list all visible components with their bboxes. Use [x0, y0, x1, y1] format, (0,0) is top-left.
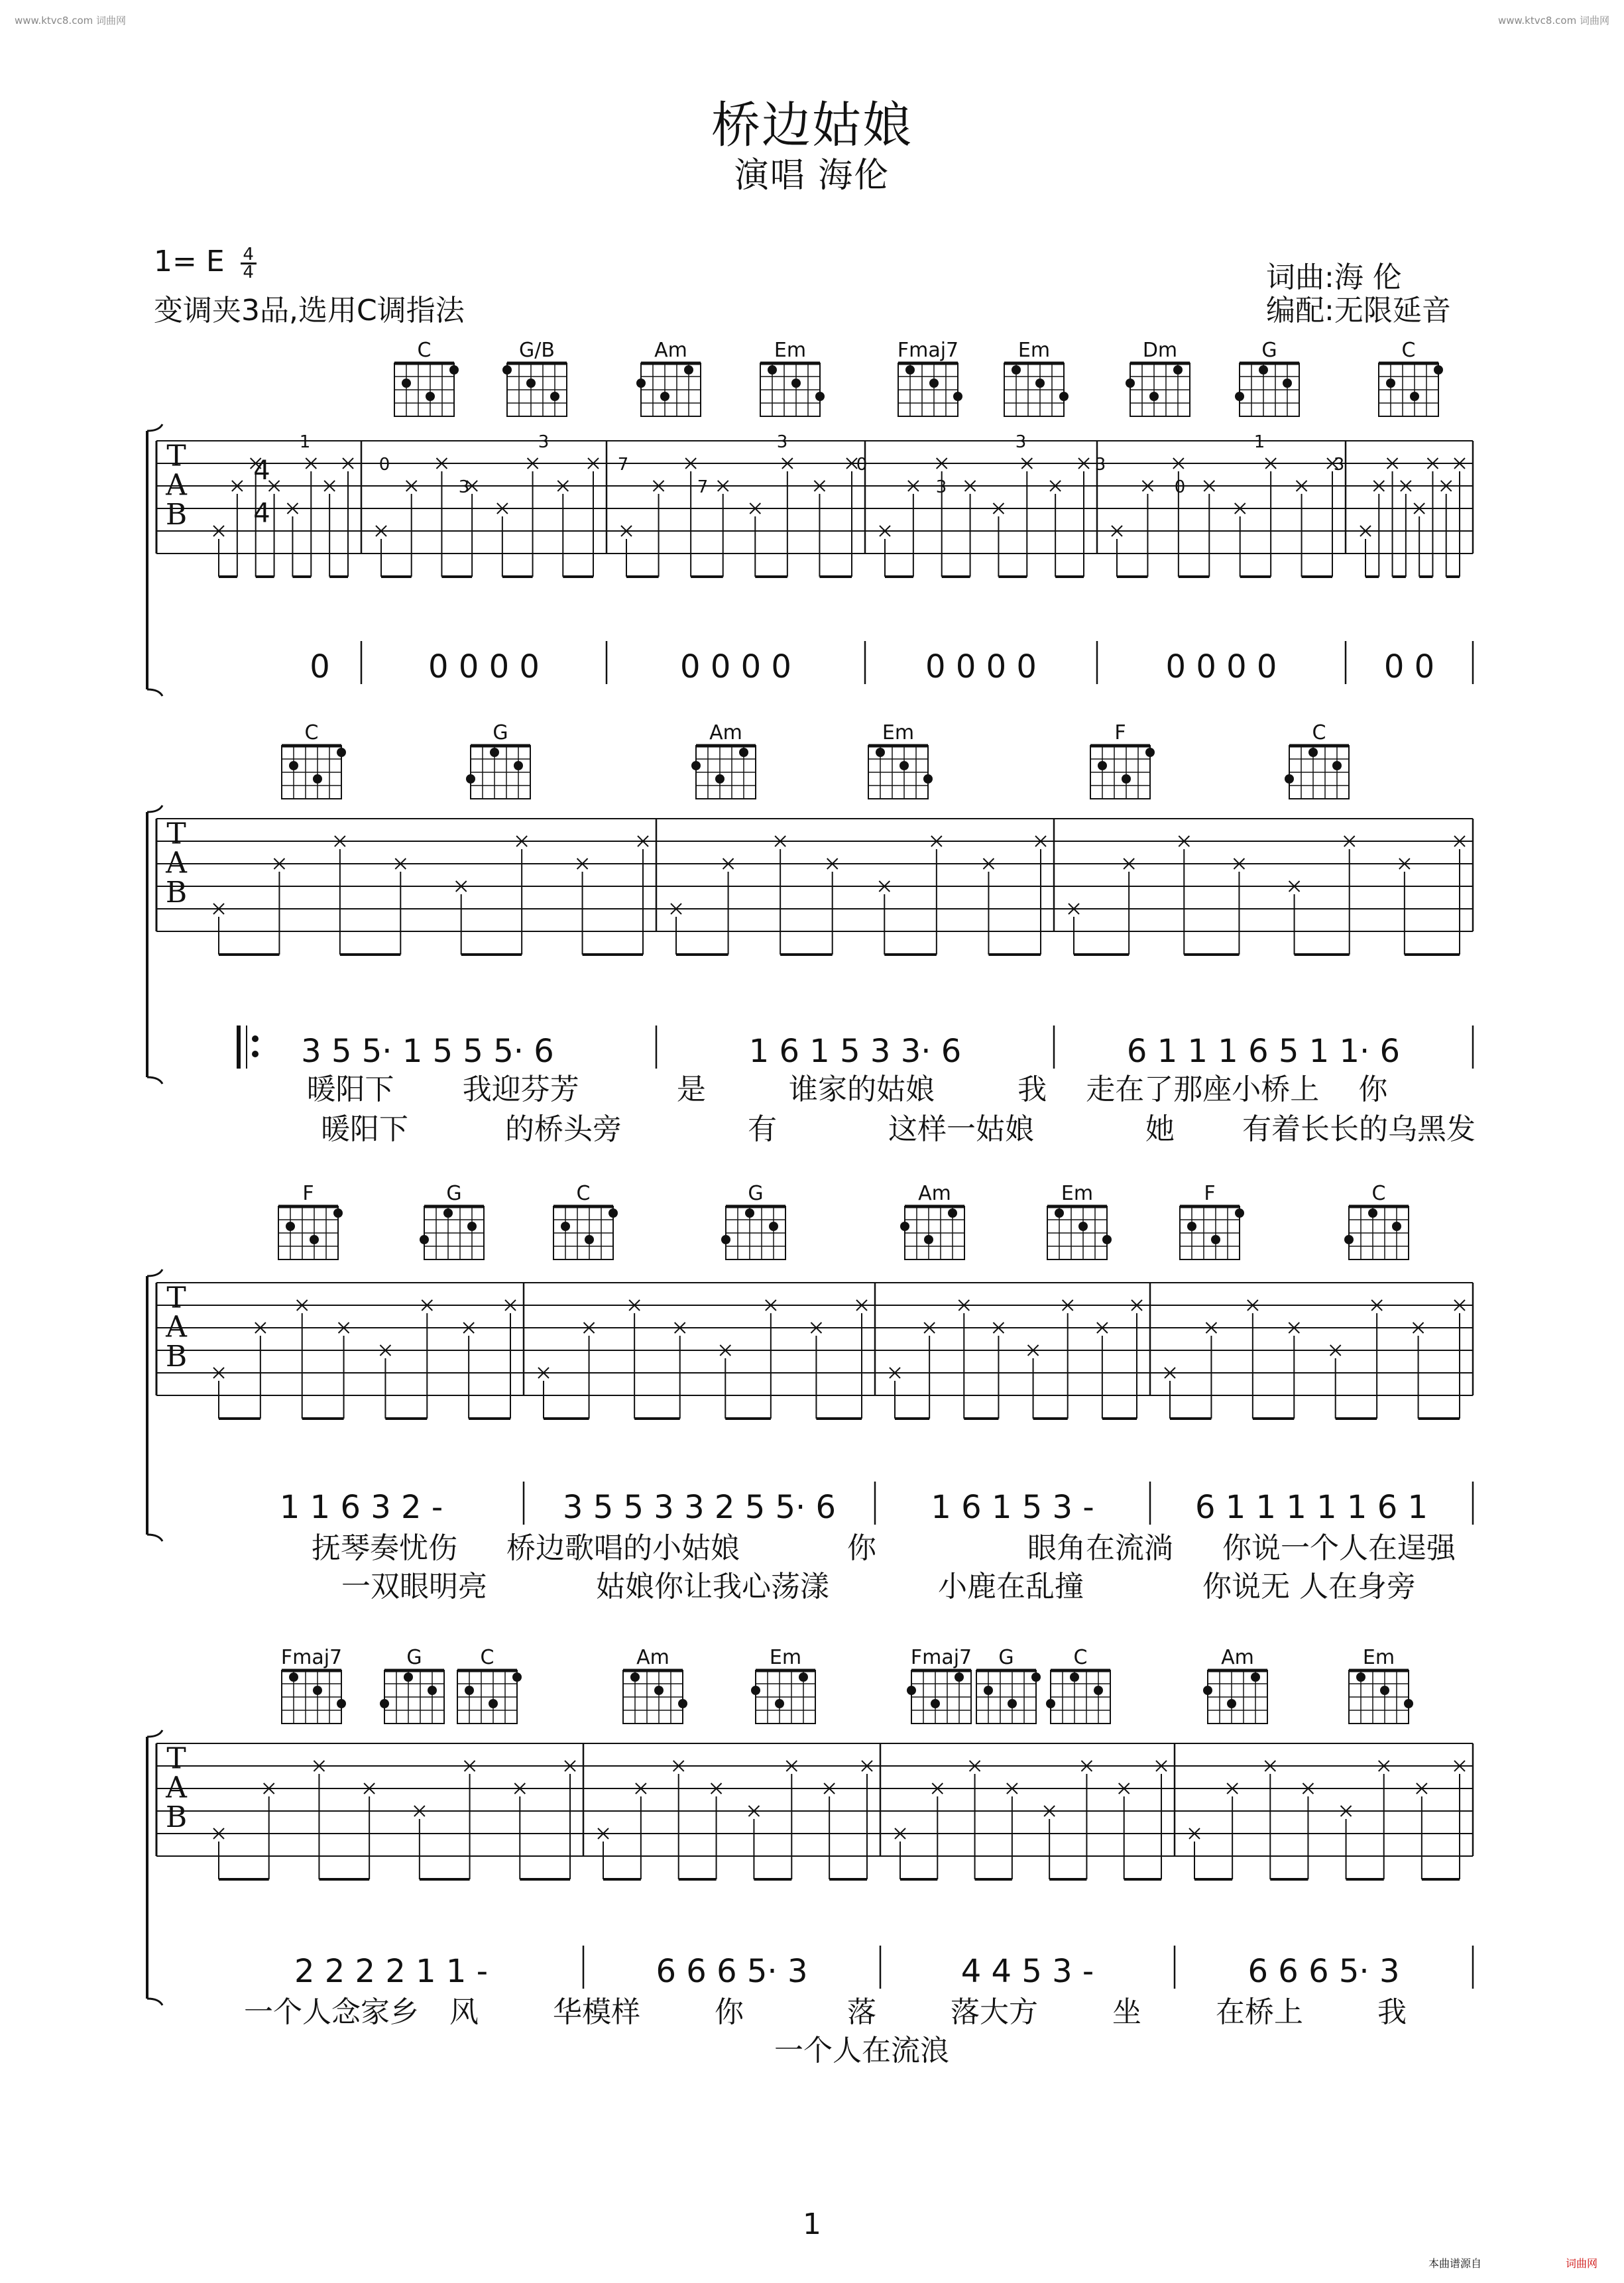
tab-fret-number: 3 — [776, 432, 788, 452]
numbered-notation-measure: 6 1 1 1 1 1 6 1 — [1194, 1489, 1428, 1526]
tab-staff — [156, 1741, 1473, 1856]
chord-diagram — [1235, 339, 1299, 416]
chord-dot — [1308, 748, 1318, 757]
chord-dot — [1227, 1699, 1236, 1708]
lyric-word: 谁家的姑娘 — [789, 1073, 935, 1106]
repeat-dot — [252, 1035, 259, 1042]
chord-dot — [467, 1222, 477, 1231]
chord-dot — [443, 1208, 453, 1218]
lyric-word: 暖阳下 — [321, 1112, 408, 1146]
chord-dot — [1356, 1672, 1365, 1682]
tab-letter-a: A — [166, 1771, 187, 1805]
chord-diagram — [623, 1646, 687, 1724]
system-bracket-bottom — [147, 1077, 162, 1084]
chord-dot — [1035, 379, 1045, 388]
chord-diagram — [721, 1182, 785, 1259]
tab-fret-number: 3 — [538, 432, 550, 452]
chord-dot — [1434, 365, 1443, 375]
chord-name: C — [417, 339, 432, 362]
chord-dot — [636, 379, 646, 388]
numbered-notation-measure: 2 2 2 2 1 1 - — [294, 1953, 489, 1990]
chord-dot — [1344, 1235, 1354, 1244]
chord-dot — [799, 1672, 808, 1682]
lyric-word: 我迎芬芳 — [462, 1073, 579, 1106]
lyric-word: 她 — [1145, 1112, 1175, 1146]
chord-dot — [526, 379, 536, 388]
tab-letter-t: T — [166, 1281, 186, 1315]
chord-dot — [955, 1672, 964, 1682]
chord-diagram — [457, 1646, 522, 1724]
chord-dot — [1102, 1235, 1112, 1244]
numbered-notation-measure: 0 0 — [1383, 648, 1435, 685]
chord-dot — [876, 748, 885, 757]
lyric-word: 落 — [847, 1995, 876, 2029]
chord-diagram — [1344, 1182, 1409, 1259]
chord-dot — [1332, 761, 1342, 770]
chord-dot — [1386, 379, 1395, 388]
chord-dot — [1211, 1235, 1220, 1244]
chord-dot — [924, 1235, 933, 1244]
chord-dot — [684, 365, 693, 375]
numbered-notation-measure: 6 1 1 1 6 5 1 1· 6 — [1126, 1033, 1401, 1070]
chord-dot — [289, 761, 298, 770]
chord-dot — [289, 1672, 298, 1682]
chord-dot — [739, 748, 748, 757]
chord-dot — [1094, 1686, 1103, 1695]
system-bracket-bottom — [147, 1999, 162, 2005]
tab-letter-b: B — [165, 1800, 188, 1834]
chord-diagram — [1285, 721, 1349, 799]
chord-diagram — [636, 339, 701, 416]
chord-diagram — [502, 339, 567, 416]
chord-dot — [404, 1672, 413, 1682]
chord-dot — [512, 1672, 522, 1682]
lyric-word: 有着长长的乌黑发 — [1242, 1112, 1476, 1146]
tab-fret-number: 3 — [935, 477, 947, 497]
numbered-notation-measure: 4 4 5 3 - — [960, 1953, 1094, 1990]
chord-dot — [678, 1699, 687, 1708]
chord-dot — [905, 365, 915, 375]
chord-name: Em — [774, 339, 807, 362]
chord-diagram — [760, 339, 825, 416]
chord-diagram — [1046, 1646, 1110, 1724]
chord-dot — [1187, 1222, 1196, 1231]
lyric-word: 有 — [748, 1112, 777, 1146]
lyric-word: 落大方 — [951, 1995, 1038, 2029]
repeat-dot — [252, 1051, 259, 1057]
chord-dot — [1008, 1699, 1017, 1708]
chord-diagram — [1126, 339, 1190, 416]
song-title: 桥边姑娘 — [711, 97, 913, 154]
key-label: 1= E — [154, 245, 225, 278]
chord-name: Fmaj7 — [897, 339, 959, 362]
chord-dot — [561, 1222, 570, 1231]
footer-source: 本曲谱源自 — [1428, 2257, 1482, 2270]
chord-dot — [1122, 774, 1131, 784]
chord-dot — [502, 365, 512, 375]
tab-letter-a: A — [166, 1310, 187, 1344]
system-4 — [147, 1730, 1473, 2068]
chord-diagram — [1349, 1646, 1413, 1724]
chord-name: Em — [769, 1646, 802, 1669]
tab-fret-number: 3 — [1015, 432, 1027, 452]
chord-dot — [420, 1235, 429, 1244]
chord-diagram — [1047, 1182, 1112, 1259]
system-bracket-bottom — [147, 1535, 162, 1541]
chord-diagram — [1090, 721, 1155, 799]
tab-fret-number: 1 — [299, 432, 311, 452]
chord-dot — [1046, 1699, 1055, 1708]
chord-dot — [1098, 761, 1107, 770]
chord-dot — [1149, 392, 1159, 401]
chord-diagram — [394, 339, 459, 416]
chord-diagram — [976, 1646, 1041, 1724]
system-bracket-top — [147, 424, 162, 431]
chord-dot — [1259, 365, 1268, 375]
chord-diagram — [278, 1182, 343, 1259]
chord-dot — [1126, 379, 1135, 388]
arranger-credit: 编配:无限延音 — [1266, 294, 1451, 327]
chord-name: C — [1371, 1182, 1386, 1205]
chord-dot — [984, 1686, 993, 1695]
lyric-word: 一个人念家乡 — [244, 1995, 419, 2029]
lyric-word: 你 — [847, 1531, 876, 1565]
chord-dot — [768, 365, 777, 375]
chord-dot — [775, 1699, 784, 1708]
system-3 — [147, 1269, 1473, 1604]
lyric-word: 你 — [715, 1995, 744, 2029]
chord-dot — [654, 1686, 664, 1695]
chord-name: F — [1114, 721, 1126, 744]
chord-diagram — [281, 1646, 346, 1724]
chord-diagram — [868, 721, 933, 799]
numbered-notation-measure: 0 0 0 0 — [925, 648, 1037, 685]
chord-diagram — [751, 1646, 815, 1724]
chord-name: F — [1204, 1182, 1216, 1205]
chord-dot — [1059, 392, 1069, 401]
tab-time-sig-top: 4 — [253, 455, 270, 486]
chord-name: G — [748, 1182, 764, 1205]
chord-dot — [769, 1222, 778, 1231]
chord-dot — [1404, 1699, 1413, 1708]
chord-dot — [1368, 1208, 1377, 1218]
lyric-word: 在桥上 — [1216, 1995, 1303, 2029]
chord-name: G — [493, 721, 508, 744]
chord-name: Dm — [1142, 339, 1178, 362]
chord-dot — [660, 392, 669, 401]
chord-dot — [1251, 1672, 1260, 1682]
chord-dot — [1380, 1686, 1389, 1695]
chord-dot — [337, 1699, 346, 1708]
chord-dot — [900, 1222, 909, 1231]
lyric-word: 风 — [449, 1995, 479, 2029]
chord-diagram — [420, 1182, 484, 1259]
chord-dot — [489, 1699, 498, 1708]
chord-dot — [1173, 365, 1183, 375]
chord-dot — [1031, 1672, 1041, 1682]
chord-name: G — [998, 1646, 1014, 1669]
chord-dot — [953, 392, 962, 401]
lyric-word: 是 — [676, 1073, 706, 1106]
tab-letter-b: B — [165, 875, 188, 909]
lyric-word: 华模样 — [553, 1995, 640, 2029]
chord-dot — [791, 379, 801, 388]
chord-dot — [426, 392, 435, 401]
chord-dot — [402, 379, 411, 388]
lyric-word: 姑娘你让我心荡漾 — [596, 1570, 829, 1604]
chord-name: Am — [636, 1646, 669, 1669]
chord-name: C — [576, 1182, 591, 1205]
tab-letter-a: A — [166, 846, 187, 880]
chord-dot — [310, 1235, 319, 1244]
chord-dot — [1283, 379, 1292, 388]
footer-site: 词曲网 — [1566, 2257, 1598, 2270]
system-bracket-bottom — [147, 689, 162, 696]
chord-name: C — [480, 1646, 494, 1669]
tab-letter-a: A — [166, 468, 187, 502]
chord-diagram — [900, 1182, 964, 1259]
chord-diagram — [898, 339, 962, 416]
lyric-word: 我 — [1017, 1073, 1047, 1106]
numbered-notation-measure: 3 5 5 3 3 2 5 5· 6 — [562, 1489, 837, 1526]
chord-dot — [929, 379, 939, 388]
chord-dot — [1055, 1208, 1064, 1218]
tab-letter-t: T — [166, 817, 186, 851]
chord-dot — [931, 1699, 940, 1708]
chord-name: F — [302, 1182, 314, 1205]
chord-name: Em — [882, 721, 915, 744]
chord-dot — [1410, 392, 1419, 401]
tab-staff — [156, 1281, 1473, 1395]
chord-name: Fmaj7 — [910, 1646, 972, 1669]
chord-dot — [514, 761, 523, 770]
chord-diagram — [691, 721, 756, 799]
lyric-word: 这样一姑娘 — [888, 1112, 1034, 1146]
tab-letter-b: B — [165, 497, 188, 532]
tab-time-sig-bottom: 4 — [253, 498, 270, 529]
chord-dot — [1392, 1222, 1401, 1231]
lyric-word: 我 — [1377, 1995, 1407, 2029]
composer-credit: 词曲:海 伦 — [1266, 261, 1402, 294]
chord-dot — [550, 392, 559, 401]
chord-dot — [449, 365, 459, 375]
chord-dot — [751, 1686, 760, 1695]
chord-dot — [313, 1686, 322, 1695]
time-sig-top: 4 — [243, 244, 254, 264]
lyric-word: 抚琴奏忧伤 — [312, 1531, 457, 1565]
lyric-word: 坐 — [1112, 1995, 1141, 2029]
chord-dot — [609, 1208, 618, 1218]
tab-letter-t: T — [166, 1741, 186, 1776]
chord-name: Em — [1017, 339, 1051, 362]
chord-dot — [1235, 392, 1244, 401]
chord-name: C — [1401, 339, 1416, 362]
numbered-notation-measure: 3 5 5· 1 5 5 5· 6 — [301, 1033, 554, 1070]
chord-dot — [691, 761, 701, 770]
chord-name: Am — [1221, 1646, 1254, 1669]
chord-name: Am — [709, 721, 742, 744]
capo-note: 变调夹3品,选用C调指法 — [154, 294, 465, 327]
chord-dot — [630, 1672, 640, 1682]
watermark-left: www.ktvc8.com 词曲网 — [15, 15, 127, 27]
page-number: 1 — [803, 2207, 821, 2241]
chord-dot — [923, 774, 933, 784]
chord-dot — [1078, 1222, 1088, 1231]
chord-name: Em — [1061, 1182, 1094, 1205]
chord-diagram — [466, 721, 530, 799]
tab-fret-number: 3 — [458, 477, 470, 497]
tab-fret-number: 3 — [1094, 455, 1106, 475]
chord-dot — [815, 392, 825, 401]
lyric-word: 你说无 人在身旁 — [1202, 1570, 1416, 1604]
chord-name: Fmaj7 — [280, 1646, 343, 1669]
tab-fret-number: 0 — [378, 455, 390, 475]
chord-dot — [585, 1235, 594, 1244]
tab-staff — [156, 439, 1473, 554]
lyric-word: 暖阳下 — [306, 1073, 394, 1106]
chord-dot — [1145, 748, 1155, 757]
chord-dot — [490, 748, 499, 757]
chord-name: C — [1312, 721, 1326, 744]
chord-dot — [1203, 1686, 1212, 1695]
system-2 — [147, 805, 1476, 1146]
numbered-notation-measure: 0 — [310, 648, 330, 685]
lyric-word: 眼角在流淌 — [1027, 1531, 1173, 1565]
time-sig-bottom: 4 — [243, 262, 254, 282]
tab-letter-t: T — [166, 439, 186, 473]
chord-dot — [313, 774, 322, 784]
numbered-notation-measure: 6 6 6 5· 3 — [656, 1953, 808, 1990]
lyric-word: 你说一个人在逞强 — [1222, 1531, 1456, 1565]
chord-diagram — [1180, 1182, 1244, 1259]
tab-letter-b: B — [165, 1339, 188, 1374]
chord-dot — [1235, 1208, 1244, 1218]
lyric-word: 一个人在流浪 — [774, 2034, 949, 2068]
chord-dot — [286, 1222, 295, 1231]
chord-diagram — [1203, 1646, 1267, 1724]
chord-diagram — [282, 721, 346, 799]
lyric-word: 的桥头旁 — [505, 1112, 622, 1146]
tab-fret-number: 0 — [1174, 477, 1186, 497]
chord-dot — [466, 774, 475, 784]
numbered-notation-measure: 1 6 1 5 3 3· 6 — [748, 1033, 962, 1070]
system-bracket-top — [147, 1269, 162, 1276]
chord-name: Em — [1362, 1646, 1395, 1669]
chord-dot — [721, 1235, 730, 1244]
tab-staff — [156, 817, 1473, 931]
lyric-word: 走在了那座小桥上 — [1086, 1073, 1320, 1106]
chord-name: G — [446, 1182, 462, 1205]
watermark-right: www.ktvc8.com 词曲网 — [1497, 15, 1609, 27]
chord-diagram — [1379, 339, 1443, 416]
chord-diagram — [907, 1646, 972, 1724]
system-1 — [147, 424, 1473, 696]
numbered-notation-measure: 0 0 0 0 — [680, 648, 791, 685]
chord-name: G — [406, 1646, 422, 1669]
chord-diagram — [553, 1182, 618, 1259]
singer-credit: 演唱 海伦 — [734, 156, 890, 196]
chord-dot — [380, 1699, 389, 1708]
chord-name: C — [1073, 1646, 1088, 1669]
chord-dot — [1070, 1672, 1079, 1682]
tab-fret-number: 3 — [1333, 455, 1345, 475]
lyric-word: 小鹿在乱撞 — [938, 1570, 1084, 1604]
numbered-notation-measure: 1 1 6 3 2 - — [279, 1489, 443, 1526]
chord-dot — [465, 1686, 474, 1695]
chord-dot — [745, 1208, 754, 1218]
system-bracket-top — [147, 1730, 162, 1737]
chord-dot — [715, 774, 725, 784]
numbered-notation-measure: 1 6 1 5 3 - — [931, 1489, 1094, 1526]
chord-name: Am — [918, 1182, 951, 1205]
numbered-notation-measure: 0 0 0 0 — [428, 648, 540, 685]
lyric-word: 桥边歌唱的小姑娘 — [506, 1531, 740, 1565]
chord-dot — [1012, 365, 1021, 375]
chord-name: G — [1261, 339, 1277, 362]
chord-diagram — [380, 1646, 444, 1724]
numbered-notation-measure: 0 0 0 0 — [1165, 648, 1277, 685]
system-bracket-top — [147, 805, 162, 812]
chord-dot — [428, 1686, 437, 1695]
chord-dot — [1285, 774, 1294, 784]
lyric-word: 你 — [1358, 1073, 1388, 1106]
lyric-word: 一双眼明亮 — [341, 1570, 487, 1604]
chord-dot — [333, 1208, 343, 1218]
tab-fret-number: 7 — [617, 455, 629, 475]
tab-fret-number: 0 — [856, 455, 868, 475]
chord-diagram — [1004, 339, 1069, 416]
tab-fret-number: 1 — [1253, 432, 1265, 452]
chord-name: G/B — [519, 339, 555, 362]
tab-fret-number: 7 — [697, 477, 709, 497]
chord-dot — [907, 1686, 916, 1695]
chord-name: C — [304, 721, 319, 744]
numbered-notation-measure: 6 6 6 5· 3 — [1247, 1953, 1400, 1990]
chord-name: Am — [654, 339, 687, 362]
chord-dot — [948, 1208, 957, 1218]
chord-dot — [337, 748, 346, 757]
chord-dot — [899, 761, 909, 770]
